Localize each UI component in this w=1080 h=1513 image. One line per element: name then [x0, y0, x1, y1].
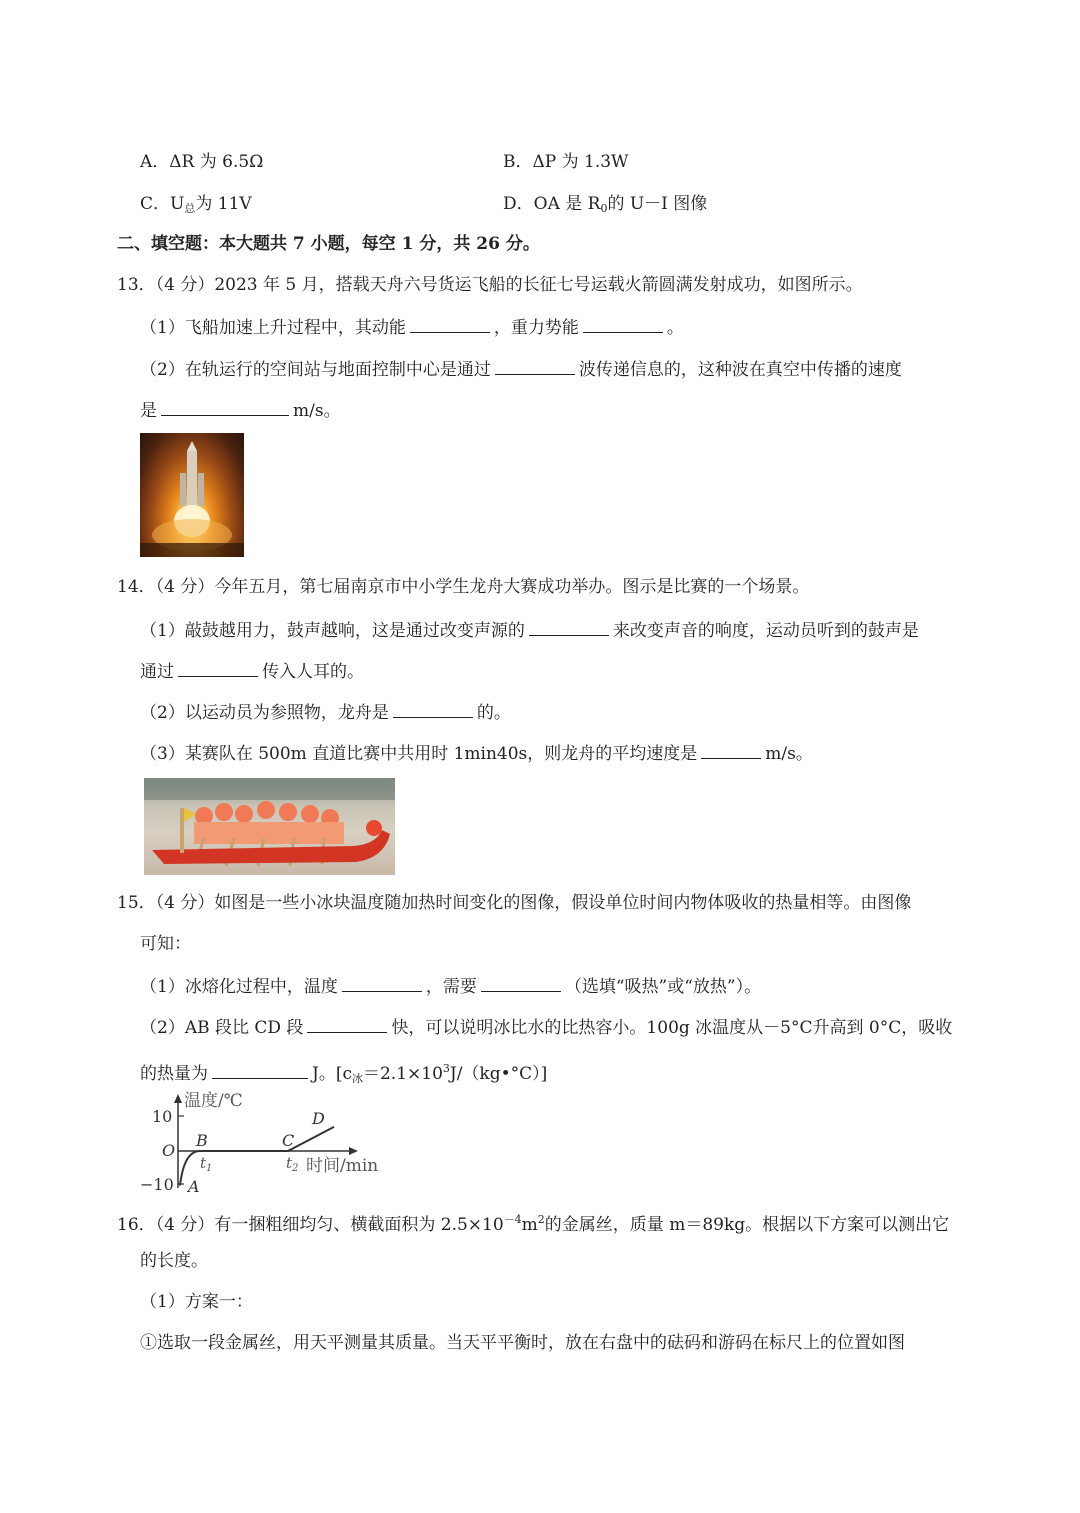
q14-stem: 14．（4 分）今年五月，第七届南京市中小学生龙舟大赛成功举办。图示是比赛的一个场景。 [117, 577, 810, 597]
blank[interactable] [529, 617, 609, 636]
blank[interactable] [701, 740, 761, 759]
option-d: D．OA 是 $R_0$的 U－I 图像 [503, 194, 708, 215]
blank[interactable] [495, 356, 575, 375]
dragon-boat-icon [144, 778, 395, 875]
q13-part2-cont: 是 m/s。 [140, 397, 341, 423]
point-c-label: C [282, 1131, 295, 1150]
blank[interactable] [393, 699, 473, 718]
q15-part2-cont: 的热量为 J。$[c_冰=2.1\times 10^3J/(kg•^\circ C)]$ [140, 1062, 548, 1085]
q14-part1-cont: 通过 传入人耳的。 [140, 658, 364, 684]
rocket-icon [140, 433, 244, 557]
origin-label: O [162, 1141, 176, 1160]
blank[interactable] [161, 397, 289, 416]
q13-part2: （2）在轨运行的空间站与地面控制中心是通过 波传递信息的，这种波在真空中传播的速度 [140, 356, 902, 382]
y-tick-10: 10 [152, 1107, 173, 1126]
x-axis-arrow [349, 1147, 358, 1155]
blank[interactable] [342, 973, 422, 992]
temperature-time-graph [130, 1088, 400, 1196]
q15-stem: 15．（4 分）如图是一些小冰块温度随加热时间变化的图像，假设单位时间内物体吸收的热量相等。由图像 [117, 893, 912, 913]
blank[interactable] [307, 1014, 387, 1033]
blank[interactable] [410, 314, 490, 333]
point-d-label: D [312, 1109, 325, 1128]
t1-label: $t_1$ [200, 1154, 213, 1174]
y-axis-label: 温度/℃ [184, 1091, 243, 1111]
option-c: C．$U_总$为 11V [140, 194, 252, 215]
y-tick-minus10: −10 [140, 1175, 174, 1194]
x-axis-label: 时间/min [306, 1156, 379, 1176]
q16-stem: 16．（4 分）有一捆粗细均匀、横截面积为 $2.5\times 10^{-4}m^2$的金属丝，质量 m＝89kg。根据以下方案可以测出它 [117, 1213, 950, 1235]
q16-step1: ①选取一段金属丝，用天平测量其质量。当天平平衡时，放在右盘中的砝码和游码在标尺上的位置如图 [140, 1333, 905, 1353]
q13-stem: 13．（4 分）2023 年 5 月，搭载天舟六号货运飞船的长征七号运载火箭圆满发射成功，如图所示。 [117, 275, 863, 295]
section-heading: 二、填空题：本大题共 7 小题，每空 1 分，共 26 分。 [117, 234, 540, 254]
q13-part1: （1）飞船加速上升过程中，其动能 ，重力势能 。 [140, 314, 684, 340]
option-a: A．ΔR 为 6.5Ω [140, 152, 264, 172]
blank[interactable] [481, 973, 561, 992]
q15-stem-cont: 可知： [140, 934, 191, 954]
rocket-launch-photo [140, 433, 244, 557]
point-b-label: B [196, 1131, 208, 1150]
q15-part1: （1）冰熔化过程中，温度 ，需要 （选填“吸热”或“放热”）。 [140, 973, 761, 999]
y-axis-arrow [174, 1094, 182, 1103]
q14-part3: （3）某赛队在 500m 直道比赛中共用时 1min40s，则龙舟的平均速度是 m/s。 [140, 740, 813, 766]
blank[interactable] [178, 658, 258, 677]
q15-part2: （2）AB 段比 CD 段 快，可以说明冰比水的比热容小。100g 冰温度从－5°C升高到 0°C，吸收 [140, 1014, 952, 1040]
blank[interactable] [583, 314, 663, 333]
q14-part2: （2）以运动员为参照物，龙舟是 的。 [140, 699, 511, 725]
q16-stem-cont: 的长度。 [140, 1251, 208, 1271]
blank[interactable] [212, 1060, 308, 1079]
q16-part1: （1）方案一： [140, 1292, 253, 1312]
point-a-label: A [188, 1177, 200, 1196]
q14-part1: （1）敲鼓越用力，鼓声越响，这是通过改变声源的 来改变声音的响度，运动员听到的鼓声是 [140, 617, 919, 643]
t2-label: $t_2$ [286, 1154, 299, 1174]
option-b: B．ΔP 为 1.3W [503, 152, 629, 172]
dragon-boat-photo [144, 778, 395, 875]
